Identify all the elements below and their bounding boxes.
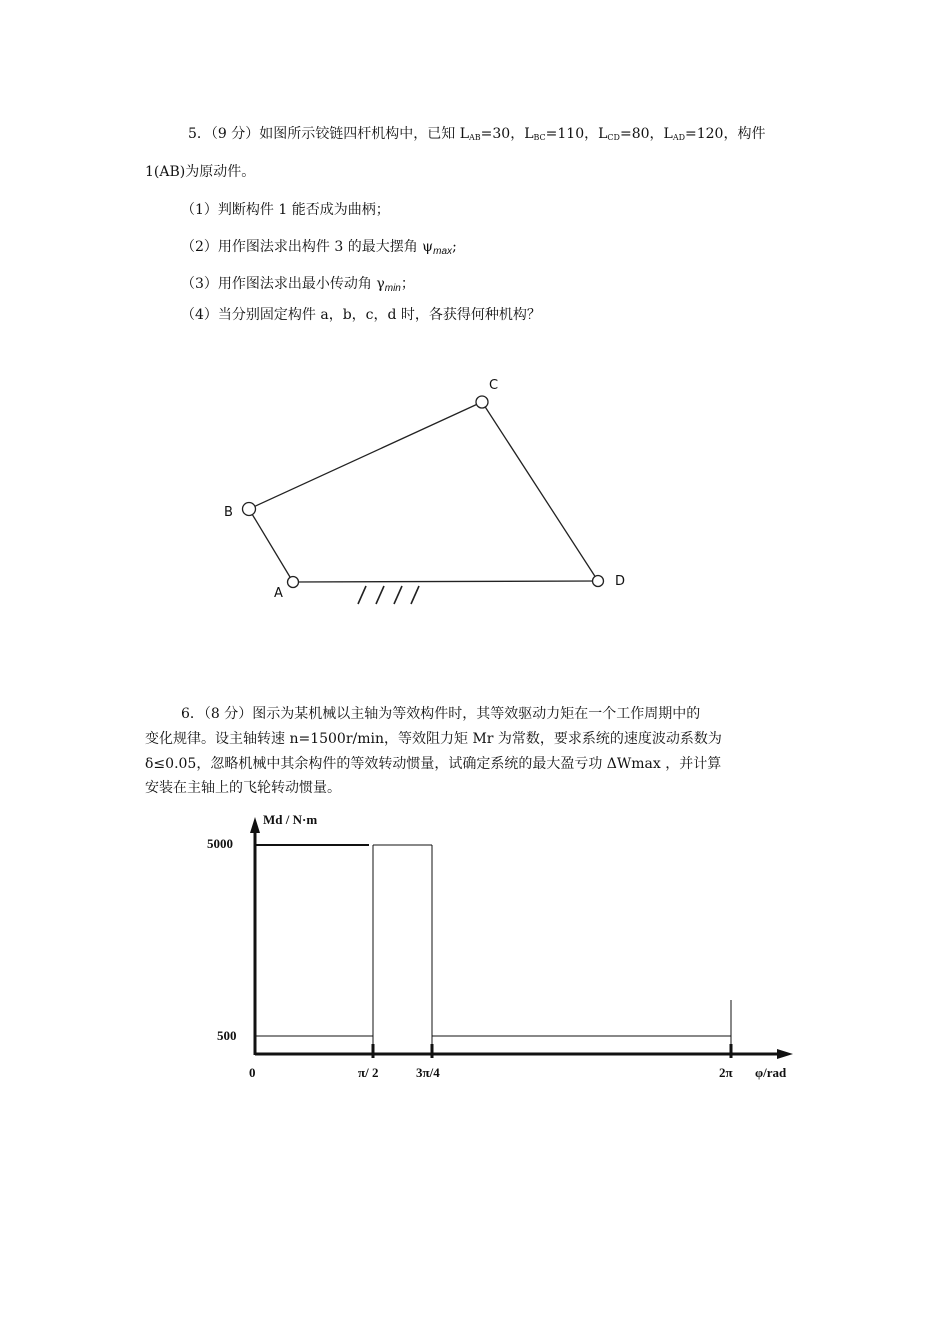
link-ab — [249, 509, 293, 582]
p5-line2: 1(AB)为原动件。 — [145, 164, 256, 180]
joint-c — [476, 396, 488, 408]
sub-cd: CD — [607, 133, 620, 142]
x-tick-pi-2: π/ 2 — [358, 1065, 379, 1080]
p5-q4: （4）当分别固定构件 a，b，c，d 时，各获得何种机构？ — [181, 307, 541, 323]
y-tick-500: 500 — [217, 1028, 237, 1043]
x-axis-label: φ/rad — [755, 1065, 787, 1080]
link-cd — [482, 402, 598, 581]
label-a: A — [274, 586, 283, 601]
ground-hatch-1 — [358, 586, 366, 604]
chart-marks — [255, 845, 731, 1058]
joint-d — [593, 576, 604, 587]
p5-text-b: =30，L — [480, 126, 534, 142]
x-tick-3pi-4: 3π/4 — [416, 1065, 440, 1080]
q2-post: ; — [452, 239, 457, 255]
p5-text-d: =80，L — [619, 126, 673, 142]
q3-post: ； — [400, 276, 415, 292]
link-bc — [249, 402, 482, 509]
joint-b — [243, 503, 256, 516]
p5-text-e: =120，构件 — [685, 126, 766, 142]
q3-sub: min — [384, 283, 401, 294]
ground-hatch-3 — [394, 586, 402, 604]
x-tick-2pi: 2π — [719, 1065, 733, 1080]
joint-a — [288, 577, 299, 588]
label-b: B — [224, 505, 233, 520]
sub-ad: AD — [672, 133, 686, 142]
torque-chart — [207, 812, 793, 1080]
p5-text-a: 5．（9 分）如图所示铰链四杆机构中，已知 L — [188, 126, 470, 142]
x-axis-arrow — [777, 1049, 793, 1059]
sub-bc: BC — [533, 133, 546, 142]
x-tick-0: 0 — [249, 1065, 256, 1080]
p5-text-c: =110，L — [545, 126, 608, 142]
p6-line1: 6．（8 分）图示为某机械以主轴为等效构件时，其等效驱动力矩在一个工作周期中的 — [181, 706, 701, 722]
p5-q1: （1）判断构件 1 能否成为曲柄； — [181, 202, 390, 218]
p6-line4: 安装在主轴上的飞轮转动惯量。 — [145, 780, 341, 796]
label-c: C — [489, 378, 499, 393]
four-bar-linkage-diagram — [243, 396, 604, 604]
y-axis-arrow — [250, 817, 260, 833]
ground-hatch-2 — [376, 586, 384, 604]
ground-hatch-4 — [411, 586, 419, 604]
q3-text: （3）用作图法求出最小传动角 γ — [181, 276, 385, 292]
p6-line3: δ≤0.05，忽略机械中其余构件的等效转动惯量，试确定系统的最大盈亏功 ΔWmax ，并计算 — [145, 756, 722, 772]
q2-text: （2）用作图法求出构件 3 的最大摆角 ψ — [181, 239, 434, 255]
link-ad-frame — [293, 581, 598, 582]
y-tick-5000: 5000 — [207, 836, 233, 851]
q2-sub: max — [433, 246, 453, 257]
p6-line2: 变化规律。设主轴转速 n=1500r/min，等效阻力矩 Mr 为常数，要求系统的速度波动系数为 — [145, 731, 722, 747]
sub-ab: AB — [469, 133, 481, 142]
label-d: D — [615, 574, 626, 589]
y-axis-label: Md / N·m — [263, 812, 318, 827]
